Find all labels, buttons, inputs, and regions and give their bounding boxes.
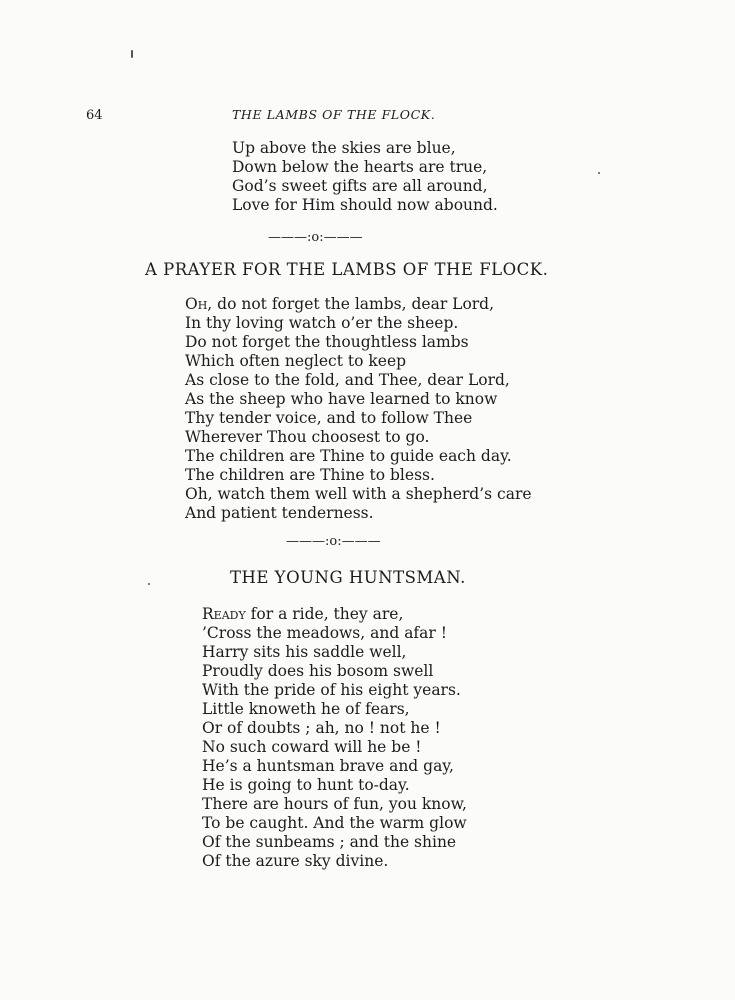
poem-line: Do not forget the thoughtless lambs <box>185 333 469 351</box>
poem-line: Or of doubts ; ah, no ! not he ! <box>202 719 441 737</box>
poem-line: Love for Him should now abound. <box>232 196 498 214</box>
poem-line: ’Cross the meadows, and afar ! <box>202 624 447 642</box>
poem-line: Of the sunbeams ; and the shine <box>202 833 457 851</box>
poem-title: A PRAYER FOR THE LAMBS OF THE FLOCK. <box>145 260 549 279</box>
poem-line <box>202 605 467 624</box>
poem-line: In thy loving watch o’er the sheep. <box>185 314 459 332</box>
section-separator: ———:o:——— <box>268 230 363 245</box>
poem-line: He is going to hunt to-day. <box>202 776 410 794</box>
ink-speck <box>131 50 133 58</box>
poem-line: Harry sits his saddle well, <box>202 643 407 661</box>
ink-speck <box>598 172 600 174</box>
poem-line: The children are Thine to bless. <box>185 466 435 484</box>
poem-line <box>185 295 532 314</box>
poem-line: The children are Thine to guide each day. <box>185 447 512 465</box>
poem-line: Oh, watch them well with a shepherd’s care <box>185 485 532 503</box>
initial-word: Oh, <box>185 295 213 313</box>
poem-line: Wherever Thou choosest to go. <box>185 428 430 446</box>
poem-line: Which often neglect to keep <box>185 352 407 370</box>
poem-line: As the sheep who have learned to know <box>185 390 498 408</box>
poem-line: Of the azure sky divine. <box>202 852 389 870</box>
poem-ending-stanza <box>232 139 498 215</box>
first-line-text: for a ride, they are, <box>245 605 404 623</box>
poem-line: To be caught. And the warm glow <box>202 814 467 832</box>
poem-line: And patient tenderness. <box>185 504 374 522</box>
ink-speck <box>148 583 150 585</box>
poem-line: With the pride of his eight years. <box>202 681 461 699</box>
poem-line: Little knoweth he of fears, <box>202 700 410 718</box>
poem-line: Thy tender voice, and to follow Thee <box>185 409 473 427</box>
poem-line: As close to the fold, and Thee, dear Lord, <box>185 371 510 389</box>
poem-line: God’s sweet gifts are all around, <box>232 177 488 195</box>
poem-line: Proudly does his bosom swell <box>202 662 434 680</box>
poem-line: Up above the skies are blue, <box>232 139 456 157</box>
poem-line: There are hours of fun, you know, <box>202 795 467 813</box>
running-head: THE LAMBS OF THE FLOCK. <box>232 107 436 122</box>
first-line-text: do not forget the lambs, dear Lord, <box>212 295 495 313</box>
initial-word: Ready <box>202 605 246 623</box>
prayer-stanza <box>185 295 532 523</box>
section-separator: ———:o:——— <box>286 534 381 549</box>
poem-line: No such coward will he be ! <box>202 738 422 756</box>
huntsman-stanza <box>202 605 467 871</box>
page-number: 64 <box>86 108 103 123</box>
poem-line: Down below the hearts are true, <box>232 158 488 176</box>
poem-title: THE YOUNG HUNTSMAN. <box>230 568 466 587</box>
poem-line: He’s a huntsman brave and gay, <box>202 757 454 775</box>
